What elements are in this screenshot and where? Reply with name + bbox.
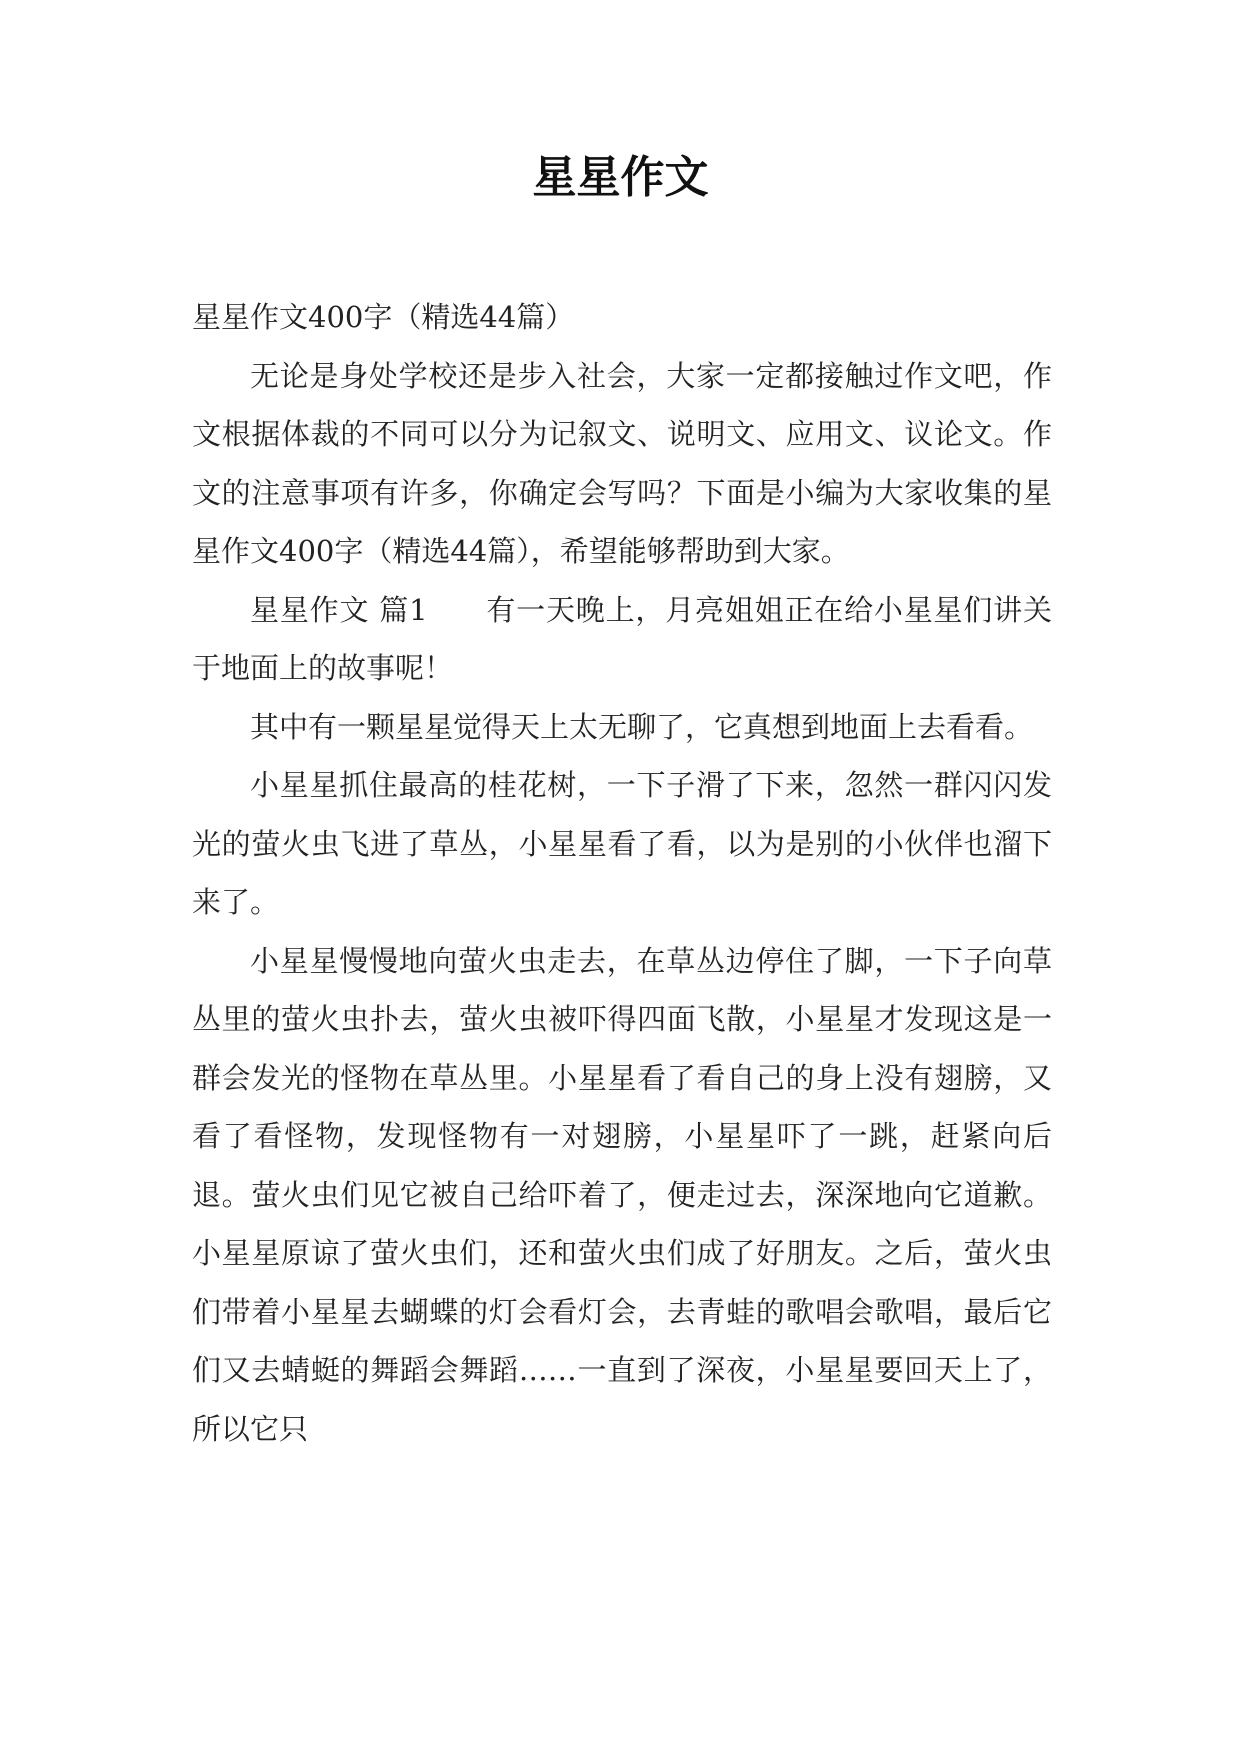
document-subtitle: 星星作文400字（精选44篇） bbox=[192, 300, 575, 334]
document-body bbox=[192, 288, 1052, 1458]
story-paragraph: 小星星抓住最高的桂花树，一下子滑了下来，忽然一群闪闪发光的萤火虫飞进了草丛，小星星看了看，以为是别的小伙伴也溜下来了。 bbox=[192, 768, 1052, 919]
section-heading: 星星作文 篇1 bbox=[250, 592, 428, 627]
section-opening-paragraph bbox=[192, 581, 1052, 698]
story-paragraph: 其中有一颗星星觉得天上太无聊了，它真想到地面上去看看。 bbox=[250, 709, 1034, 744]
document-title: 星星作文 bbox=[532, 152, 709, 203]
story-paragraph: 小星星慢慢地向萤火虫走去，在草丛边停住了脚，一下子向草丛里的萤火虫扑去，萤火虫被吓得四面飞散，小星星才发现这是一群会发光的怪物在草丛里。小星星看了看自己的身上没有翅膀，又看了看怪物，发现怪物有一对翅膀，小星星吓了一跳，赶紧向后退。萤火虫们见它被自己给吓着了，便走过去，深深地向它道歉。小星星原谅了萤火虫们，还和萤火虫们成了好朋友。之后，萤火虫们带着小星星去蝴蝶的灯会看灯会，去青蛙的歌唱会歌唱，最后它们又去蜻蜓的舞蹈会舞蹈……一直到了深夜，小星星要回天上了，所以它只 bbox=[192, 943, 1052, 1446]
intro-paragraph: 无论是身处学校还是步入社会，大家一定都接触过作文吧，作文根据体裁的不同可以分为记叙文、说明文、应用文、议论文。作文的注意事项有许多，你确定会写吗？下面是小编为大家收集的星星作文400字（精选44篇），希望能够帮助到大家。 bbox=[192, 358, 1052, 568]
section-first-sentence: 有一天晚上，月亮姐姐正在给小星星们讲关于地面上的故事呢！ bbox=[192, 592, 1052, 685]
